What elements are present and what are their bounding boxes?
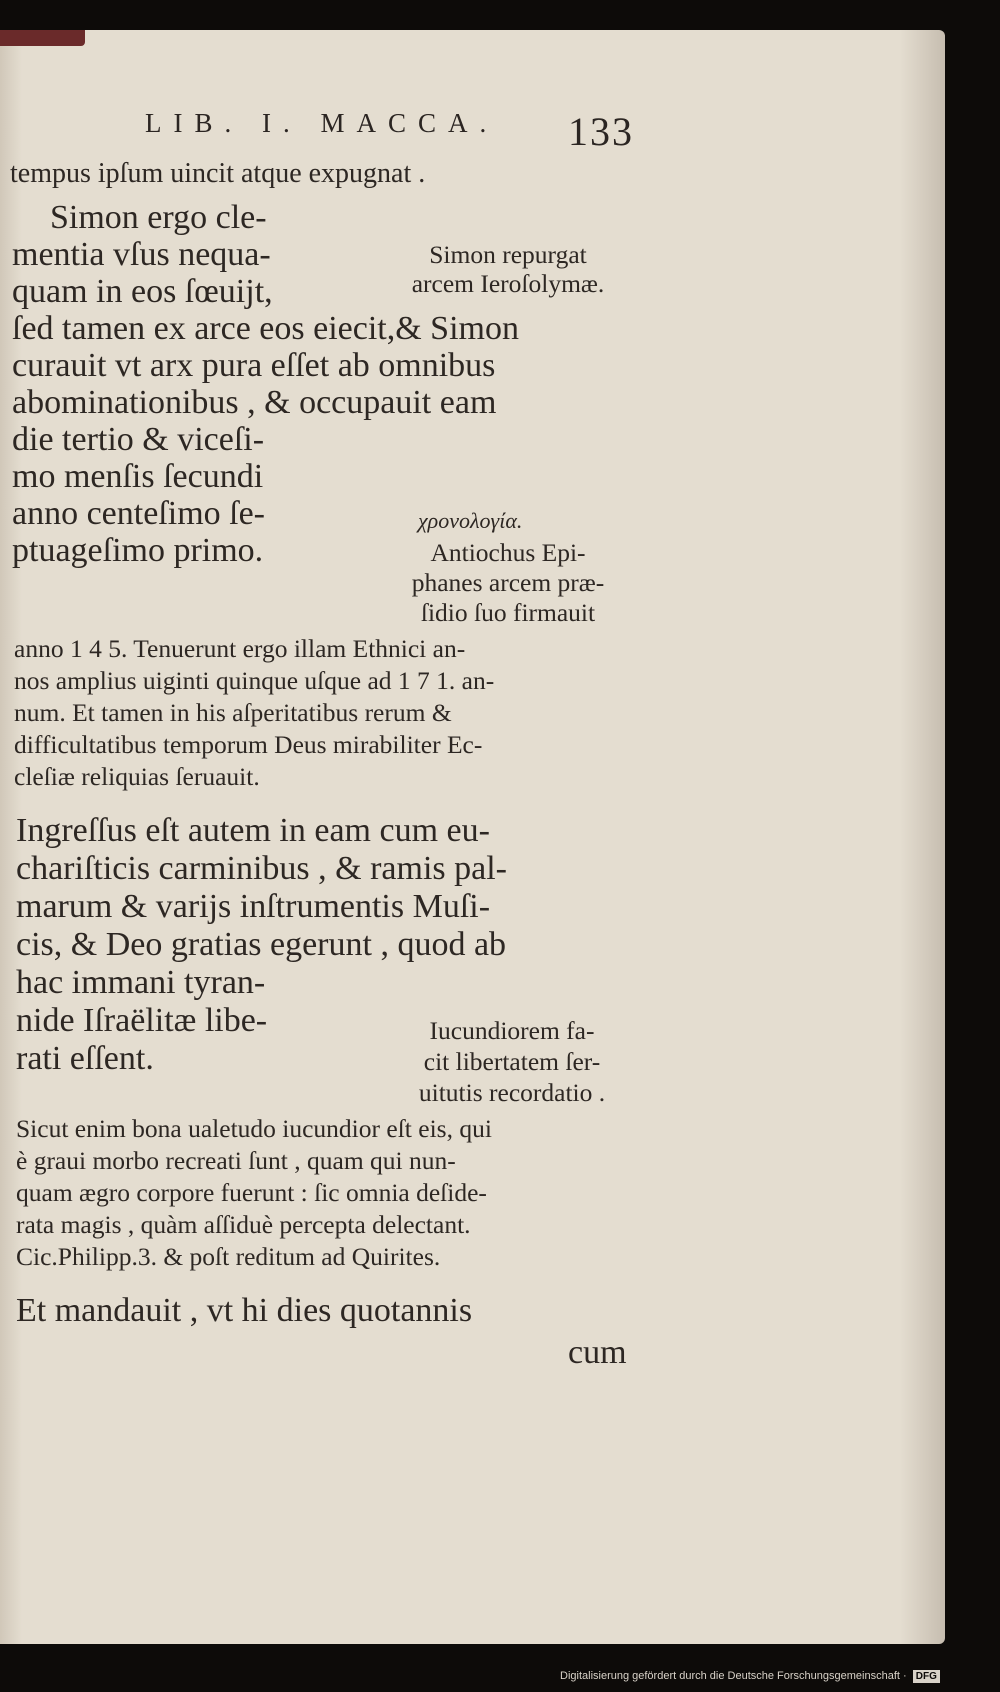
margin-note-line: phanes arcem præ- bbox=[411, 568, 605, 597]
margin-note-line: cit libertatem ſer- bbox=[423, 1047, 601, 1076]
text-line: rata magis , quàm aſſiduè percepta delectant. bbox=[16, 1210, 471, 1239]
digitization-credit bbox=[560, 1670, 940, 1683]
text-line: difficultatibus temporum Deus mirabiliter Ec- bbox=[14, 730, 483, 759]
margin-note-line: ſidio ſuo firmauit bbox=[420, 598, 596, 627]
margin-note-line: arcem Ieroſolymæ. bbox=[411, 269, 605, 298]
text-line: mo menſis ſecundi bbox=[12, 458, 264, 495]
text-line: quam in eos ſœuijt, bbox=[12, 273, 273, 310]
text-line: ptuageſimo primo. bbox=[12, 532, 264, 569]
margin-note-line: uitutis recordatio . bbox=[418, 1078, 606, 1107]
dfg-logo: DFG bbox=[913, 1670, 940, 1683]
text-line: è graui morbo recreati ſunt , quam qui nun- bbox=[16, 1146, 456, 1175]
text-line: Sicut enim bona ualetudo iucundior eſt eis, qui bbox=[16, 1114, 492, 1143]
text-line: rati eſſent. bbox=[16, 1040, 154, 1077]
catchword: cum bbox=[568, 1334, 627, 1371]
text-line: curauit vt arx pura eſſet ab omnibus bbox=[12, 347, 496, 384]
text-line: mentia vſus nequa- bbox=[12, 236, 271, 273]
text-line: cis, & Deo gratias egerunt , quod ab bbox=[16, 926, 507, 963]
text-line: nos amplius uiginti quinque uſque ad 1 7 1. an- bbox=[14, 666, 495, 695]
text-line: anno centeſimo ſe- bbox=[12, 495, 266, 532]
margin-note bbox=[378, 240, 638, 298]
margin-note bbox=[378, 1015, 646, 1108]
text-line: Et mandauit , vt hi dies quotannis bbox=[16, 1292, 473, 1329]
text-line: Simon ergo cle- bbox=[50, 199, 267, 236]
page-tab-marker bbox=[0, 30, 85, 46]
text-line: nide Iſraëlitæ libe- bbox=[16, 1002, 268, 1039]
text-line: quam ægro corpore fuerunt : ſic omnia deſide- bbox=[16, 1178, 487, 1207]
credit-text: Digitalisierung gefördert durch die Deutsche Forschungsgemeinschaft · bbox=[560, 1670, 907, 1682]
margin-note-greek: χρονολογία. bbox=[418, 508, 523, 533]
text-line: hac immani tyran- bbox=[16, 964, 266, 1001]
text-line: marum & varijs inſtrumentis Muſi- bbox=[16, 888, 491, 925]
margin-note bbox=[378, 538, 638, 628]
margin-note-line: Iucundiorem fa- bbox=[429, 1016, 595, 1045]
text-line: anno 1 4 5. Tenuerunt ergo illam Ethnici an- bbox=[14, 634, 466, 663]
text-line: tempus ipſum uincit atque expugnat . bbox=[10, 158, 426, 189]
text-line: ſed tamen ex arce eos eiecit,& Simon bbox=[12, 310, 519, 347]
running-title: LIB. I. MACCA. bbox=[145, 108, 499, 138]
text-line: die tertio & viceſi- bbox=[12, 421, 265, 458]
text-line: Ingreſſus eſt autem in eam cum eu- bbox=[16, 812, 490, 849]
text-line: cleſiæ reliquias ſeruauit. bbox=[14, 762, 260, 791]
text-line: Cic.Philipp.3. & poſt reditum ad Quirites. bbox=[16, 1242, 441, 1271]
text-line: chariſticis carminibus , & ramis pal- bbox=[16, 850, 507, 887]
margin-note-line: Antiochus Epi- bbox=[430, 538, 586, 567]
margin-note-line: Simon repurgat bbox=[429, 240, 587, 269]
text-line: num. Et tamen in his aſperitatibus rerum & bbox=[14, 698, 452, 727]
page-number: 133 bbox=[568, 109, 634, 154]
text-line: abominationibus , & occupauit eam bbox=[12, 384, 497, 421]
